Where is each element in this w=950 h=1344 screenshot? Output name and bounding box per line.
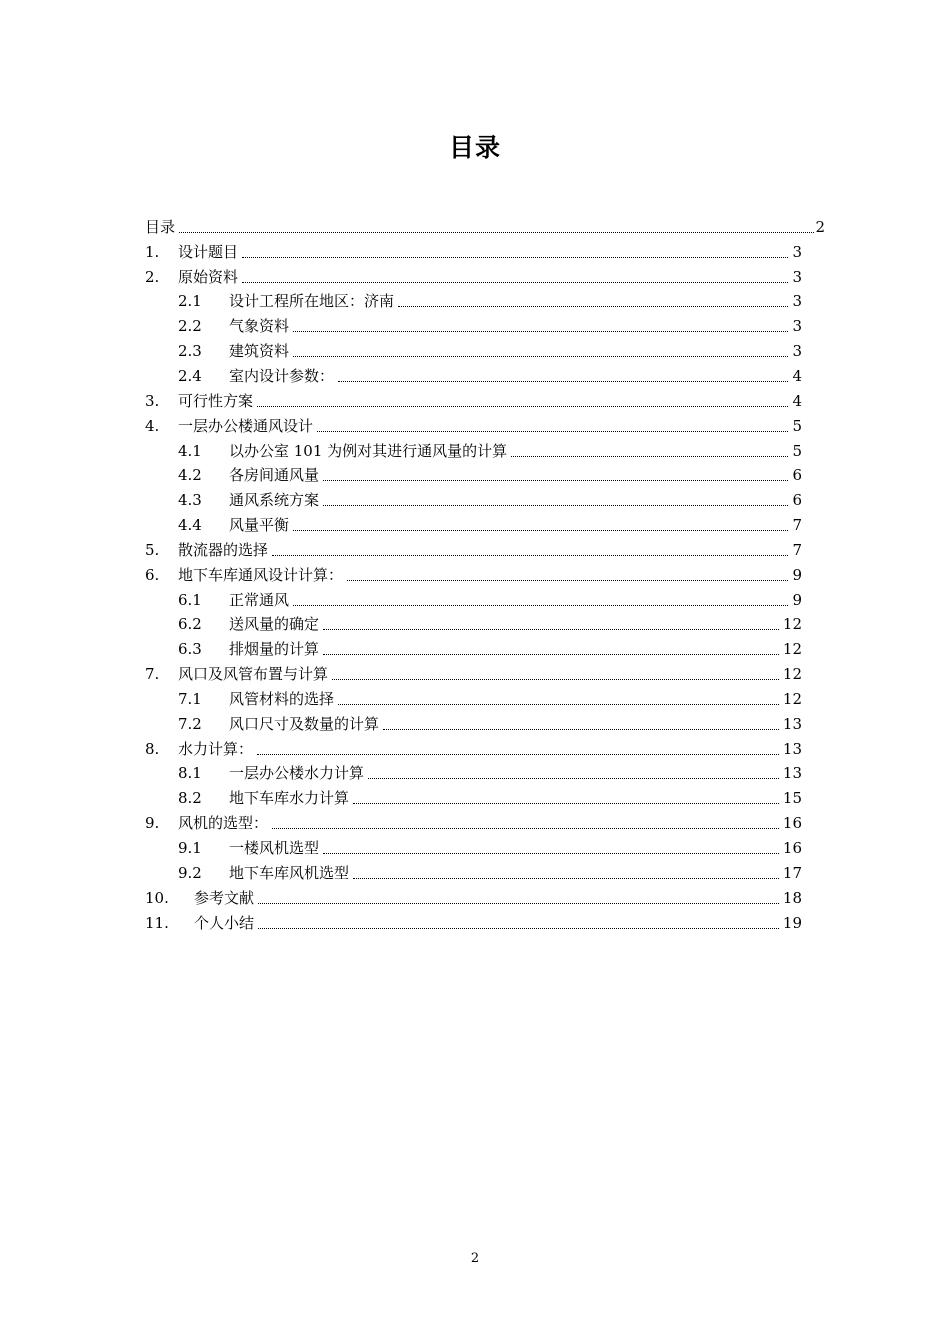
toc-entry[interactable] (145, 314, 823, 339)
toc-entry-page: 12 (782, 640, 802, 659)
toc-entry-text: 风机的选型： (178, 814, 269, 833)
toc-leader (242, 257, 788, 258)
toc-leader (323, 853, 779, 854)
toc-leader (317, 431, 788, 432)
toc-entry-page: 5 (792, 416, 802, 435)
toc-entry-page: 16 (782, 839, 802, 858)
toc-entry-text: 排烟量的计算 (229, 640, 320, 659)
toc-entry-page: 5 (792, 441, 802, 460)
toc-entry-number: 1. (145, 242, 160, 261)
toc-entry-page: 19 (782, 913, 802, 932)
toc-leader (179, 232, 814, 233)
toc-entry-number: 4.4 (178, 516, 202, 535)
toc-entry[interactable] (145, 488, 823, 513)
toc-entry-text: 设计工程所在地区：济南 (229, 292, 395, 311)
toc-entry[interactable] (145, 215, 825, 240)
toc-entry-text: 水力计算： (178, 739, 254, 758)
toc-entry-number: 2.4 (178, 366, 202, 385)
toc-entry-page: 7 (792, 540, 802, 559)
toc-entry[interactable] (145, 786, 823, 811)
toc-entry-number: 4.3 (178, 491, 202, 510)
toc-entry-text: 一层办公楼通风设计 (178, 416, 314, 435)
toc-leader (242, 282, 788, 283)
toc-entry-text: 设计题目 (178, 242, 239, 261)
toc-entry-page: 17 (782, 863, 802, 882)
toc-entry-page: 13 (782, 764, 802, 783)
toc-entry[interactable] (145, 662, 823, 687)
toc-entry-number: 7.1 (178, 689, 202, 708)
toc-entry-number: 9.2 (178, 863, 202, 882)
toc-entry-text: 可行性方案 (178, 391, 254, 410)
toc-entry[interactable] (145, 290, 823, 315)
toc-entry[interactable] (145, 538, 823, 563)
toc-entry-text: 原始资料 (178, 267, 239, 286)
toc-leader (272, 555, 788, 556)
toc-leader (368, 778, 779, 779)
toc-entry-text: 室内设计参数： (229, 366, 335, 385)
toc-entry-number: 7.2 (178, 714, 202, 733)
toc-leader (293, 331, 788, 332)
toc-entry-number: 7. (145, 665, 160, 684)
toc-entry-text: 气象资料 (229, 317, 290, 336)
toc-entry-number: 4. (145, 416, 160, 435)
toc-leader (338, 381, 788, 382)
toc-entry[interactable] (145, 389, 823, 414)
toc-entry-number: 8. (145, 739, 160, 758)
toc-entry-text: 一层办公楼水力计算 (229, 764, 365, 783)
table-of-contents (145, 215, 823, 935)
toc-entry-page: 4 (792, 366, 802, 385)
toc-entry-page: 12 (782, 615, 802, 634)
toc-entry-text: 各房间通风量 (229, 466, 320, 485)
toc-leader (293, 605, 788, 606)
toc-entry-page: 12 (782, 665, 802, 684)
toc-entry-number: 2. (145, 267, 160, 286)
toc-entry-page: 18 (782, 888, 802, 907)
toc-entry[interactable] (145, 737, 823, 762)
toc-entry[interactable] (145, 439, 823, 464)
toc-entry-page: 13 (782, 739, 802, 758)
toc-entry[interactable] (145, 861, 823, 886)
toc-entry-number: 10. (145, 888, 169, 907)
toc-entry-page: 4 (792, 391, 802, 410)
toc-entry-number: 6. (145, 565, 160, 584)
toc-entry-page: 3 (792, 342, 802, 361)
toc-entry[interactable] (145, 513, 823, 538)
toc-entry-page: 3 (792, 317, 802, 336)
toc-leader (293, 530, 788, 531)
toc-entry[interactable] (145, 588, 823, 613)
toc-leader (383, 729, 779, 730)
toc-entry-page: 6 (792, 491, 802, 510)
toc-entry[interactable] (145, 613, 823, 638)
toc-entry[interactable] (145, 687, 823, 712)
toc-entry[interactable] (145, 463, 823, 488)
toc-entry-page: 12 (782, 689, 802, 708)
toc-entry-number: 9. (145, 814, 160, 833)
toc-entry-number: 2.2 (178, 317, 202, 336)
toc-leader (323, 480, 788, 481)
toc-entry-page: 16 (782, 814, 802, 833)
toc-entry-page: 3 (792, 292, 802, 311)
toc-entry-text: 目录 (145, 217, 176, 236)
toc-leader (323, 505, 788, 506)
toc-entry-number: 3. (145, 391, 160, 410)
toc-entry-page: 3 (792, 242, 802, 261)
toc-leader (353, 878, 779, 879)
toc-entry-text: 地下车库水力计算 (229, 789, 350, 808)
toc-entry-text: 一楼风机选型 (229, 839, 320, 858)
toc-entry-number: 2.1 (178, 292, 202, 311)
toc-entry-page: 9 (792, 565, 802, 584)
toc-entry[interactable] (145, 811, 823, 836)
toc-entry-number: 11. (145, 913, 169, 932)
toc-entry-number: 4.1 (178, 441, 202, 460)
toc-leader (347, 580, 788, 581)
toc-entry[interactable] (145, 265, 823, 290)
toc-entry-text: 参考文献 (194, 888, 255, 907)
toc-entry-text: 建筑资料 (229, 342, 290, 361)
toc-leader (353, 803, 779, 804)
toc-entry-page: 6 (792, 466, 802, 485)
toc-entry[interactable] (145, 414, 823, 439)
toc-entry[interactable] (145, 563, 823, 588)
toc-entry[interactable] (145, 637, 823, 662)
toc-entry-number: 8.2 (178, 789, 202, 808)
toc-entry-text: 地下车库通风设计计算： (178, 565, 344, 584)
toc-entry-number: 6.1 (178, 590, 202, 609)
toc-entry[interactable] (145, 911, 823, 936)
toc-entry-text: 通风系统方案 (229, 491, 320, 510)
toc-entry-page: 3 (792, 267, 802, 286)
toc-entry[interactable] (145, 712, 823, 737)
toc-leader (338, 704, 779, 705)
toc-entry-text: 以办公室 101 为例对其进行通风量的计算 (229, 441, 508, 460)
toc-entry-text: 散流器的选择 (178, 540, 269, 559)
toc-leader (258, 928, 779, 929)
toc-entry-text: 风管材料的选择 (229, 689, 335, 708)
toc-leader (323, 654, 779, 655)
toc-entry[interactable] (145, 886, 823, 911)
toc-entry[interactable] (145, 836, 823, 861)
toc-entry-page: 15 (782, 789, 802, 808)
toc-entry-text: 正常通风 (229, 590, 290, 609)
toc-leader (257, 754, 779, 755)
page-title: 目录 (448, 133, 501, 162)
page-number: 2 (470, 1251, 480, 1266)
toc-entry-text: 个人小结 (194, 913, 255, 932)
toc-entry-page: 2 (815, 217, 825, 236)
toc-leader (272, 828, 779, 829)
toc-entry-page: 9 (792, 590, 802, 609)
toc-entry-number: 8.1 (178, 764, 202, 783)
toc-leader (323, 629, 779, 630)
toc-entry-number: 9.1 (178, 839, 202, 858)
toc-entry-page: 13 (782, 714, 802, 733)
toc-entry[interactable] (145, 364, 823, 389)
toc-entry-text: 风量平衡 (229, 516, 290, 535)
toc-entry-text: 送风量的确定 (229, 615, 320, 634)
toc-leader (257, 406, 788, 407)
toc-leader (398, 306, 788, 307)
toc-entry-number: 6.2 (178, 615, 202, 634)
toc-entry-text: 风口及风管布置与计算 (178, 665, 329, 684)
toc-leader (258, 903, 779, 904)
toc-entry-text: 地下车库风机选型 (229, 863, 350, 882)
toc-entry-number: 5. (145, 540, 160, 559)
toc-leader (332, 679, 779, 680)
toc-entry[interactable] (145, 339, 823, 364)
toc-entry-number: 2.3 (178, 342, 202, 361)
toc-entry-text: 风口尺寸及数量的计算 (229, 714, 380, 733)
toc-leader (293, 356, 788, 357)
toc-entry-page: 7 (792, 516, 802, 535)
toc-entry-number: 4.2 (178, 466, 202, 485)
toc-leader (511, 456, 788, 457)
toc-entry-number: 6.3 (178, 640, 202, 659)
toc-entry[interactable] (145, 762, 823, 787)
toc-entry[interactable] (145, 240, 823, 265)
